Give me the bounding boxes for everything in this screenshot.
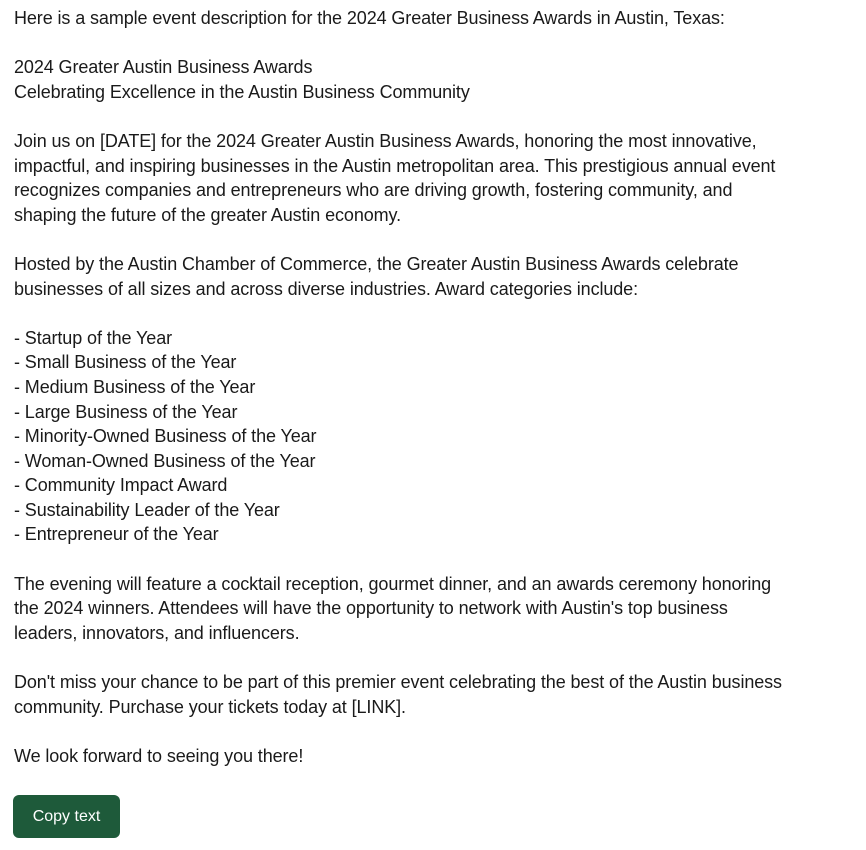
category-item: - Large Business of the Year: [14, 401, 238, 422]
event-title: 2024 Greater Austin Business Awards: [14, 57, 313, 78]
category-item: - Entrepreneur of the Year: [14, 524, 219, 545]
paragraph-line: businesses of all sizes and across diverse industries. Award categories include:: [14, 278, 638, 299]
copy-text-button[interactable]: Copy text: [13, 795, 120, 838]
closing-line: We look forward to seeing you there!: [14, 745, 304, 766]
paragraph-line: shaping the future of the greater Austin economy.: [14, 204, 402, 225]
category-item: - Medium Business of the Year: [14, 376, 256, 397]
paragraph-line: leaders, innovators, and influencers.: [14, 622, 300, 643]
paragraph-line: the 2024 winners. Attendees will have the opportunity to network with Austin's top business: [14, 598, 728, 619]
category-item: - Sustainability Leader of the Year: [14, 499, 280, 520]
paragraph-line: Hosted by the Austin Chamber of Commerce, the Greater Austin Business Awards celebrate: [14, 253, 739, 274]
spacer: [14, 719, 862, 744]
spacer: [14, 301, 862, 326]
paragraph-line: recognizes companies and entrepreneurs who are driving growth, fostering community, and: [14, 180, 733, 201]
spacer: [14, 645, 862, 670]
category-item: - Minority-Owned Business of the Year: [14, 426, 317, 447]
intro-line: Here is a sample event description for the 2024 Greater Business Awards in Austin, Texas:: [14, 8, 725, 28]
spacer: [14, 547, 862, 572]
generated-text-body: [14, 6, 862, 768]
spacer: [14, 227, 862, 252]
paragraph-line: impactful, and inspiring businesses in the Austin metropolitan area. This prestigious annual event: [14, 155, 776, 176]
paragraph-line: community. Purchase your tickets today at [LINK].: [14, 696, 406, 717]
paragraph-line: The evening will feature a cocktail reception, gourmet dinner, and an awards ceremony honoring: [14, 573, 772, 594]
category-item: - Community Impact Award: [14, 475, 228, 496]
category-item: - Woman-Owned Business of the Year: [14, 450, 316, 471]
category-item: - Startup of the Year: [14, 327, 173, 348]
spacer: [14, 104, 862, 129]
category-item: - Small Business of the Year: [14, 352, 237, 373]
spacer: [14, 31, 862, 56]
event-subtitle: Celebrating Excellence in the Austin Business Community: [14, 81, 470, 102]
paragraph-line: Join us on [DATE] for the 2024 Greater Austin Business Awards, honoring the most innovative,: [14, 130, 757, 151]
paragraph-line: Don't miss your chance to be part of this premier event celebrating the best of the Austin business: [14, 672, 782, 693]
